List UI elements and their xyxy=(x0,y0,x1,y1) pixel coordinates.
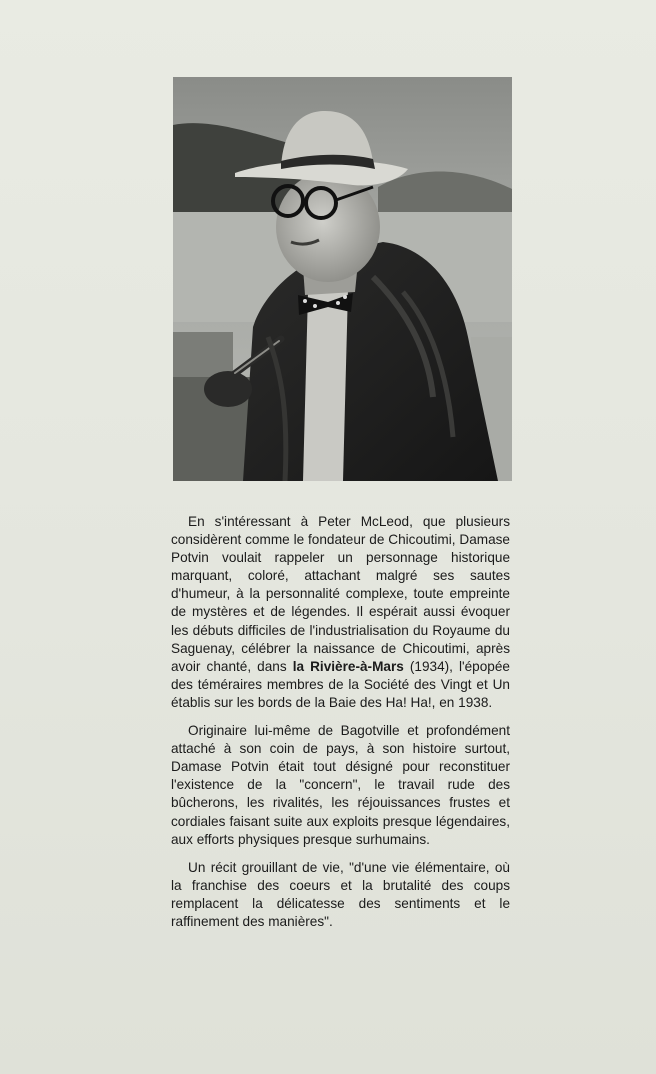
synopsis-paragraph-1 xyxy=(171,513,510,712)
portrait-photo-icon xyxy=(173,77,512,481)
book-title-riviere-a-mars: la Rivière-à-Mars xyxy=(292,658,404,674)
synopsis-text xyxy=(171,513,510,941)
paragraph-1-outro: (1934), l'épopée des téméraires membres de la Société des Vingt et Un établis sur les bords de la Baie des Ha! Ha!, en 1938. xyxy=(171,658,510,710)
synopsis-paragraph-3: Un récit grouillant de vie, "d'une vie élémentaire, où la franchise des coeurs et la brutalité des coups remplacent la délicatesse des sentiments et le raffinement des manières". xyxy=(171,859,510,929)
author-portrait-photo xyxy=(173,77,512,481)
paragraph-1-intro: En s'intéressant à Peter McLeod, que plusieurs considèrent comme le fondateur de Chicoutimi, Damase Potvin voulait rappeler un personnage historique marquant, coloré, attachant malgré ses sautes d'humeur, à la personnalité complexe, toute empreinte de mystères et de légendes. Il espérait aussi évoquer les débuts difficiles de l'industrialisation du Royaume du Saguenay, célébrer la naissance de Chicoutimi, après avoir chanté, dans xyxy=(171,514,510,674)
synopsis-paragraph-2: Originaire lui-même de Bagotville et profondément attaché à son coin de pays, à son histoire surtout, Damase Potvin était tout désigné pour reconstituer l'existence de la "concern", le travail rude des bûcherons, les rivalités, les réjouissances frustes et cordiales faisant suite aux exploits presque légendaires, aux efforts physiques presque surhumains. xyxy=(171,723,510,847)
